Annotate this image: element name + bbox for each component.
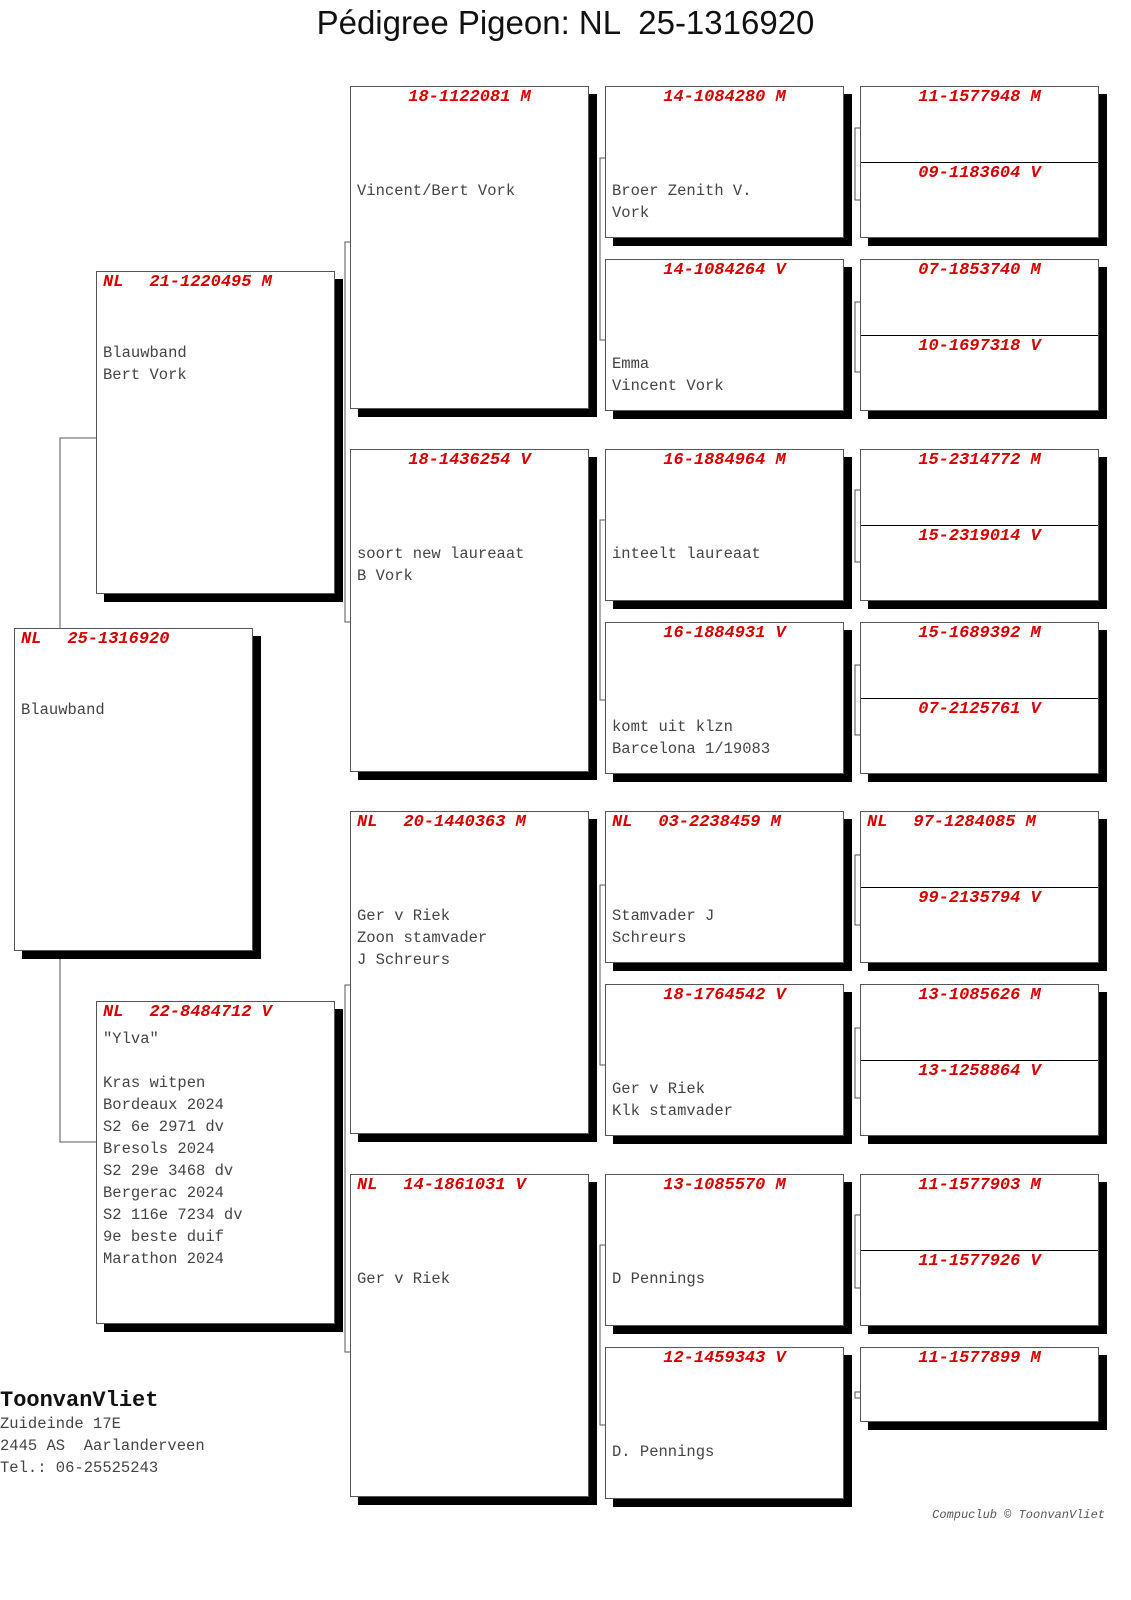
ring-number: 97-1284085 M — [913, 813, 1036, 832]
country-code: NL — [357, 813, 378, 832]
ring-number: 99-2135794 V — [918, 889, 1041, 908]
pigeon-description: D Pennings — [612, 1270, 706, 1288]
country-code: NL — [357, 1176, 378, 1195]
ring-number: 10-1697318 V — [918, 337, 1041, 356]
dam-card[interactable] — [96, 1001, 335, 1324]
gen4-pair-card[interactable] — [860, 86, 1099, 238]
copyright-footer: Compuclub © ToonvanVliet — [932, 1508, 1105, 1522]
breeder-info — [0, 1388, 205, 1479]
ring-number: 11-1577899 M — [918, 1349, 1041, 1368]
breeder-phone: Tel.: 06-25525243 — [0, 1459, 159, 1477]
pigeon-description: Vincent/Bert Vork — [357, 182, 516, 200]
grandparent-card[interactable] — [350, 86, 589, 409]
country-code: NL — [103, 273, 124, 292]
ring-number: 13-1085626 M — [918, 986, 1041, 1005]
pigeon-description: Ger v Riek Klk stamvader — [612, 1080, 733, 1120]
ring-number: 25-1316920 — [67, 630, 170, 649]
ring-number: 13-1258864 V — [918, 1062, 1041, 1081]
pigeon-description: Ger v Riek Zoon stamvader J Schreurs — [357, 907, 488, 969]
country-code: NL — [612, 813, 633, 832]
ring-number: 11-1577903 M — [918, 1176, 1041, 1195]
grandparent-card[interactable] — [350, 1174, 589, 1497]
ring-number: 16-1884964 M — [663, 451, 786, 470]
ring-number: 15-2319014 V — [918, 527, 1041, 546]
gen4-pair-card[interactable] — [860, 449, 1099, 601]
gen4-pair-card[interactable] — [860, 1174, 1099, 1326]
gen4-pair-card[interactable] — [860, 984, 1099, 1136]
page-title: Pédigree Pigeon: NL 25-1316920 — [316, 4, 815, 41]
grandparent-card[interactable] — [350, 449, 589, 772]
great-grandparent-card[interactable] — [605, 449, 844, 601]
gen4-pair-card[interactable] — [860, 811, 1099, 963]
country-code: NL — [103, 1003, 124, 1022]
pigeon-description: komt uit klzn Barcelona 1/19083 — [612, 718, 771, 758]
country-code: NL — [867, 813, 888, 832]
ring-number: 03-2238459 M — [658, 813, 781, 832]
pigeon-description: inteelt laureaat — [612, 545, 761, 563]
pigeon-description: Blauwband Bert Vork — [103, 344, 187, 384]
great-grandparent-card[interactable] — [605, 86, 844, 238]
ring-number: 22-8484712 V — [149, 1003, 272, 1022]
ring-number: 14-1084264 V — [663, 261, 786, 280]
ring-number: 13-1085570 M — [663, 1176, 786, 1195]
pigeon-description: Emma Vincent Vork — [612, 355, 724, 395]
ring-number: 11-1577926 V — [918, 1252, 1041, 1271]
great-grandparent-card[interactable] — [605, 622, 844, 774]
ring-number: 18-1436254 V — [408, 451, 531, 470]
sire-card[interactable] — [96, 271, 335, 594]
pigeon-description: Blauwband — [21, 701, 105, 719]
ring-number: 21-1220495 M — [149, 273, 272, 292]
ring-number: 15-2314772 M — [918, 451, 1041, 470]
great-grandparent-card[interactable] — [605, 1347, 844, 1499]
great-grandparent-card[interactable] — [605, 811, 844, 963]
breeder-address-1: Zuideinde 17E — [0, 1415, 121, 1433]
pigeon-description: Broer Zenith V. Vork — [612, 182, 752, 222]
country-code: NL — [21, 630, 42, 649]
ring-number: 18-1122081 M — [408, 88, 531, 107]
grandparent-card[interactable] — [350, 811, 589, 1134]
pigeon-description: D. Pennings — [612, 1443, 715, 1461]
ring-number: 15-1689392 M — [918, 624, 1041, 643]
pigeon-description: "Ylva" Kras witpen Bordeaux 2024 S2 6e 2971 dv Bresols 2024 S2 29e 3468 dv Bergerac 2024 S2 116e 7234 dv 9e beste duif Marathon 2024 — [103, 1030, 243, 1268]
ring-number: 14-1861031 V — [403, 1176, 526, 1195]
gen4-pair-card[interactable] — [860, 622, 1099, 774]
ring-number: 09-1183604 V — [918, 164, 1041, 183]
subject-card[interactable] — [14, 628, 253, 951]
ring-number: 16-1884931 V — [663, 624, 786, 643]
great-grandparent-card[interactable] — [605, 259, 844, 411]
breeder-address-2: 2445 AS Aarlanderveen — [0, 1437, 205, 1455]
breeder-name: ToonvanVliet — [0, 1388, 159, 1413]
ring-number: 07-2125761 V — [918, 700, 1041, 719]
ring-number: 14-1084280 M — [663, 88, 786, 107]
ring-number: 11-1577948 M — [918, 88, 1041, 107]
pigeon-description: soort new laureaat B Vork — [357, 545, 525, 585]
ring-number: 18-1764542 V — [663, 986, 786, 1005]
pigeon-description: Ger v Riek — [357, 1270, 451, 1288]
gen4-pair-card[interactable] — [860, 259, 1099, 411]
ring-number: 12-1459343 V — [663, 1349, 786, 1368]
pigeon-description: Stamvader J Schreurs — [612, 907, 715, 947]
great-grandparent-card[interactable] — [605, 1174, 844, 1326]
ring-number: 20-1440363 M — [403, 813, 526, 832]
great-grandparent-card[interactable] — [605, 984, 844, 1136]
ring-number: 07-1853740 M — [918, 261, 1041, 280]
gen4-single-card[interactable] — [860, 1347, 1099, 1422]
